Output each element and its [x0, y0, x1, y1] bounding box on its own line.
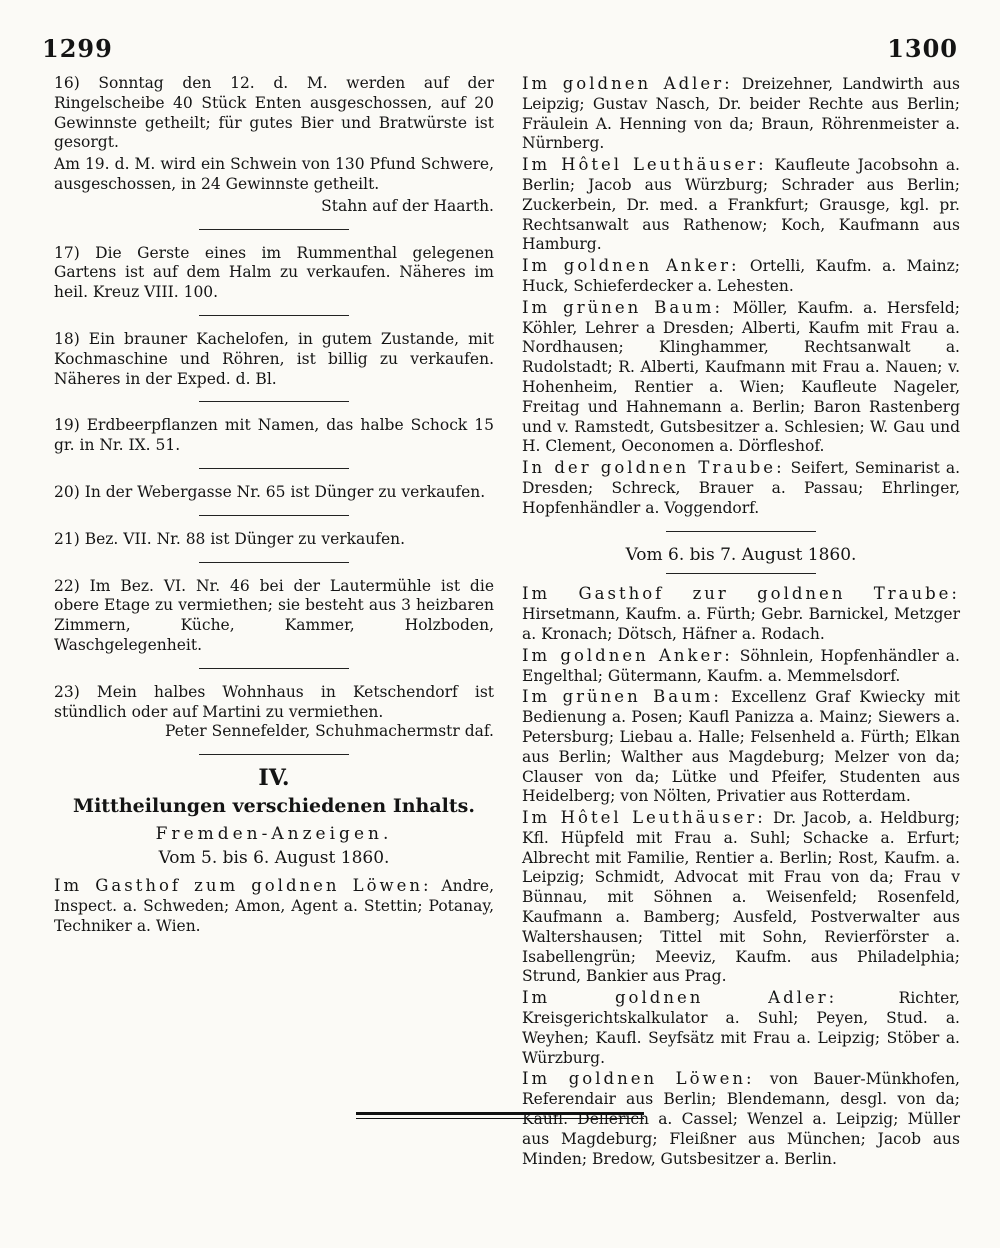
ad-18: 18) Ein brauner Kachelofen, in gutem Zustande, mit Kochmaschine und Röhren, ist billig zu verkaufen. Näheres in der Exped. d. Bl.: [54, 329, 494, 388]
guest-entry: [522, 584, 960, 644]
hotel-name: Im Hôtel Leuthäuser:: [522, 155, 767, 175]
hotel-name: Im grünen Baum:: [522, 687, 722, 707]
section-number: IV.: [258, 765, 290, 792]
guest-entry: [522, 298, 960, 457]
left-column: [54, 74, 494, 938]
guest-list: Excellenz Graf Kwiecky mit Bedienung a. Posen; Kaufl Panizza a. Mainz; Siewers a. Petersburg; Liebau a. Halle; Felsenheld a. Fürth; Elkan aus Berlin; Walther aus Magdeburg; Melzer von da; Clauser von da; Lütke und Pfeifer, Studenten aus Heidelberg; von Nölten, Privatier aus Rotterdam.: [522, 688, 960, 806]
guest-entry: [522, 1069, 960, 1169]
guest-entry: [522, 687, 960, 807]
divider: [199, 754, 349, 755]
hotel-name: Im goldnen Adler:: [522, 74, 733, 93]
divider: [199, 401, 349, 402]
guest-list: von Bauer-Münkhofen, Referendair aus Berlin; Blendemann, desgl. von da; Kaufl. Dellerich a. Cassel; Wenzel a. Leipzig; Müller aus Magdeburg; Fleißner aus München; Jacob aus Minden; Bredow, Gutsbesitzer a. Berlin.: [522, 1070, 960, 1168]
guest-entry: [522, 458, 960, 518]
divider: [199, 562, 349, 563]
guest-list: Möller, Kaufm. a. Hersfeld; Köhler, Lehrer a Dresden; Alberti, Kaufm mit Frau a. Nordhausen; Klinghammer, Rechtsanwalt a. Rudolstadt; R. Alberti, Kaufmann mit Frau a. Nauen; v. Hohenheim, Rentier a. Wien; Kaufleute Nageler, Freitag und Hahnemann a. Berlin; Baron Rastenberg und v. Ramstedt, Gutsbesitzer a. Schlesien; W. Gau und H. Clement, Oeconomen a. Dörfleshof.: [522, 298, 960, 456]
guest-list: Dreizehner, Landwirth aus Leipzig; Gustav Nasch, Dr. beider Rechte aus Berlin; Fräulein A. Henning von da; Braun, Röhrenmeister a. Nürnberg.: [522, 75, 960, 153]
divider: [199, 229, 349, 230]
section-title: Mittheilungen verschiedenen Inhalts.: [73, 794, 475, 817]
guest-entry: [522, 256, 960, 297]
guest-list: Ortelli, Kaufm. a. Mainz; Huck, Schieferdecker a. Lehesten.: [522, 257, 961, 295]
guest-entry: [522, 646, 960, 687]
hotel-name: Im Gasthof zur goldnen Traube:: [522, 584, 960, 604]
closing-double-rule: [356, 1112, 644, 1119]
guest-entry: [522, 988, 960, 1068]
page-number-left: 1299: [42, 34, 113, 63]
ad-16-part2: Am 19. d. M. wird ein Schwein von 130 Pfund Schwere, ausgeschossen, in 24 Gewinnste getheilt.: [54, 155, 494, 193]
guest-list: Söhnlein, Hopfenhändler a. Engelthal; Gütermann, Kaufm. a. Memmelsdorf.: [522, 646, 960, 685]
date-heading-2: Vom 6. bis 7. August 1860.: [625, 544, 857, 565]
date-heading-1: Vom 5. bis 6. August 1860.: [158, 847, 390, 868]
guest-list: Richter, Kreisgerichtskalkulator a. Suhl; Peyen, Stud. a. Weyhen; Kaufl. Seyfsätz mit Frau a. Leipzig; Stöber a. Würzburg.: [522, 989, 960, 1067]
hotel-name: Im goldnen Anker:: [522, 645, 733, 665]
guest-entry: [522, 808, 960, 987]
hotel-name: Im Gasthof zum goldnen Löwen:: [54, 876, 432, 896]
ad-17: 17) Die Gerste eines im Rummenthal gelegenen Gartens ist auf dem Halm zu verkaufen. Näheres im heil. Kreuz VIII. 100.: [54, 243, 494, 302]
ad-21: 21) Bez. VII. Nr. 88 ist Dünger zu verkaufen.: [54, 529, 406, 548]
ad-16-part1: 16) Sonntag den 12. d. M. werden auf der Ringelscheibe 40 Stück Enten ausgeschossen, auf 20 Gewinnste getheilt; für gutes Bier und Bratwürste ist gesorgt.: [54, 74, 494, 152]
guest-list: Hirsetmann, Kaufm. a. Fürth; Gebr. Barnickel, Metzger a. Kronach; Dötsch, Häfner a. Rodach.: [522, 605, 960, 643]
guest-list: Kaufleute Jacobsohn a. Berlin; Jacob aus Würzburg; Schrader aus Berlin; Zuckerbein, Dr. med. a Frankfurt; Grausge, kgl. pr. Rechtsanwalt aus Rathenow; Koch, Kaufmann aus Hamburg.: [522, 156, 960, 254]
divider: [666, 573, 816, 574]
divider: [199, 468, 349, 469]
hotel-name: Im grünen Baum:: [522, 297, 724, 317]
guest-entry: [54, 876, 494, 936]
ad-20: 20) In der Webergasse Nr. 65 ist Dünger zu verkaufen.: [54, 482, 486, 501]
right-column: [522, 74, 960, 1170]
ad-23-signature: Peter Sennefelder, Schuhmachermstr daf.: [164, 722, 494, 741]
fremden-anzeigen-heading: Fremden-Anzeigen.: [155, 823, 393, 844]
ad-16-signature: Stahn auf der Haarth.: [321, 196, 494, 215]
ad-19: 19) Erdbeerpflanzen mit Namen, das halbe Schock 15 gr. in Nr. IX. 51.: [54, 416, 494, 455]
guest-list: Dr. Jacob, a. Heldburg; Kfl. Hüpfeld mit Frau a. Suhl; Schacke a. Erfurt; Albrecht mit Familie, Rentier a. Berlin; Rost, Kaufm. a. Leipzig; Schmidt, Advocat mit Frau von da; Frau v Bünnau, mit Söhnen a. Weisenfeld; Rosenfeld, Kaufmann a. Bamberg; Ausfeld, Postverwalter aus Waltershausen; Tittel mit Sohn, Revierförster a. Isabellengrün; Meeviz, Kaufm. aus Philadelphia; Strund, Bankier aus Prag.: [522, 809, 961, 986]
guest-entry: [522, 155, 960, 255]
divider: [199, 515, 349, 516]
divider: [666, 531, 816, 532]
guest-list: Andre, Inspect. a. Schweden; Amon, Agent a. Stettin; Potanay, Techniker a. Wien.: [54, 877, 494, 935]
hotel-name: Im goldnen Löwen:: [522, 1069, 755, 1089]
ad-23: 23) Mein halbes Wohnhaus in Ketschendorf ist stündlich oder auf Martini zu vermiethen.: [54, 682, 494, 721]
hotel-name: Im goldnen Anker:: [522, 256, 740, 276]
divider: [199, 668, 349, 669]
hotel-name: In der goldnen Traube:: [522, 458, 785, 478]
page-number-right: 1300: [887, 34, 958, 63]
ad-22: 22) Im Bez. VI. Nr. 46 bei der Lautermühle ist die obere Etage zu vermiethen; sie besteht aus 3 heizbaren Zimmern, Küche, Kammer, Holzboden, Waschgelegenheit.: [54, 576, 494, 654]
hotel-name: Im goldnen Adler:: [522, 988, 838, 1008]
divider: [199, 315, 349, 316]
guest-list: Seifert, Seminarist a. Dresden; Schreck, Brauer a. Passau; Ehrlinger, Hopfenhändler a. Voggendorf.: [522, 459, 960, 517]
guest-entry: [522, 74, 960, 154]
hotel-name: Im Hôtel Leuthäuser:: [522, 808, 766, 828]
